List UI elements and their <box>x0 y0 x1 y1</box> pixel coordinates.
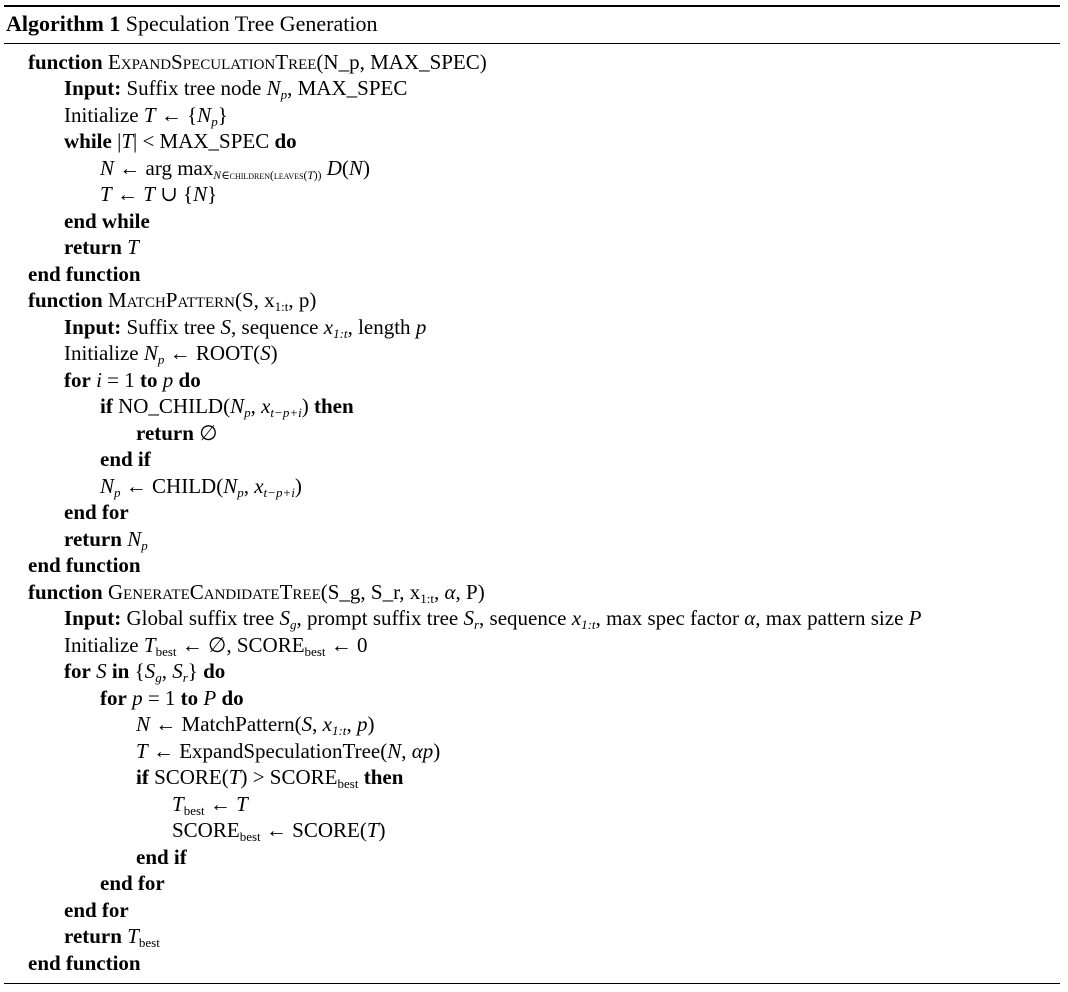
algo-line-22: Input: Global suffix tree $S_g$, prompt suffix tree $S_r$, sequence $x_{1:t}$, max spec factor α, max pattern size P <box>64 606 922 632</box>
algo-line-10: function MatchPattern(S, $x_{1:t}$, p) <box>28 288 317 314</box>
algo-line-26: N ← MatchPattern(S, $x_{1:t}$, p) <box>136 712 375 738</box>
algo-line-12: Initialize $N_p$ ← ROOT(S) <box>64 341 278 367</box>
algo-line-7: end while <box>64 209 150 233</box>
algo-line-23: Initialize $T_{best}$ ← ∅, $SCORE_{best}$ ← 0 <box>64 633 368 659</box>
algo-line-19: return $N_p$ <box>64 527 148 553</box>
algo-line-9: end function <box>28 262 141 286</box>
algorithm-title: Speculation Tree Generation <box>125 11 378 36</box>
algo-line-2: Input: Suffix tree node $N_p$, MAX_SPEC <box>64 76 408 102</box>
algo-line-21: function GenerateCandidateTree(S_g, S_r, $x_{1:t}$, α, P) <box>28 580 485 606</box>
algo-line-6: T ← T ∪ {N} <box>100 182 218 206</box>
algo-line-14: if $NO\_CHILD(N_p$, $x_{t-p+i}$) then <box>100 394 354 420</box>
algo-line-17: $N_p$ ← $CHILD(N_p$, $x_{t-p+i}$) <box>100 474 302 500</box>
algo-line-29: $T_{best}$ ← T <box>172 792 248 818</box>
algo-line-34: return $T_{best}$ <box>64 924 160 950</box>
algo-line-31: end if <box>136 845 187 869</box>
algo-line-28: if SCORE(T) > $SCORE_{best}$ then <box>136 765 404 791</box>
algorithm-caption <box>6 9 378 39</box>
algo-line-4: while |T| < MAX_SPEC do <box>64 129 297 153</box>
algo-line-11: Input: Suffix tree S, sequence $x_{1:t}$, length p <box>64 315 427 341</box>
algo-line-15: return ∅ <box>136 421 218 445</box>
algo-line-32: end for <box>100 871 165 895</box>
algo-line-5: N ← arg maxN∈children(leaves(T)) D(N) <box>100 156 370 183</box>
algo-line-13: for i = 1 to p do <box>64 368 201 392</box>
algo-line-18: end for <box>64 500 129 524</box>
algo-line-33: end for <box>64 898 129 922</box>
algo-line-25: for p = 1 to P do <box>100 686 244 710</box>
caption-rule <box>4 43 1060 44</box>
top-rule <box>4 5 1060 7</box>
algo-line-35: end function <box>28 951 141 975</box>
algo-line-1: function ExpandSpeculationTree(N_p, MAX_SPEC) <box>28 50 487 74</box>
algo-line-27: T ← ExpandSpeculationTree(N, αp) <box>136 739 441 763</box>
algorithm-label: Algorithm 1 <box>6 11 121 36</box>
algo-line-30: $SCORE_{best}$ ← SCORE(T) <box>172 818 386 844</box>
algo-line-8: return T <box>64 235 139 259</box>
algo-line-3: Initialize T ← $\{N_p\}$ <box>64 103 228 129</box>
algo-line-16: end if <box>100 447 151 471</box>
algo-line-20: end function <box>28 553 141 577</box>
bottom-rule <box>4 983 1060 984</box>
algo-line-24: for S in {$S_g$, $S_r$} do <box>64 659 226 685</box>
